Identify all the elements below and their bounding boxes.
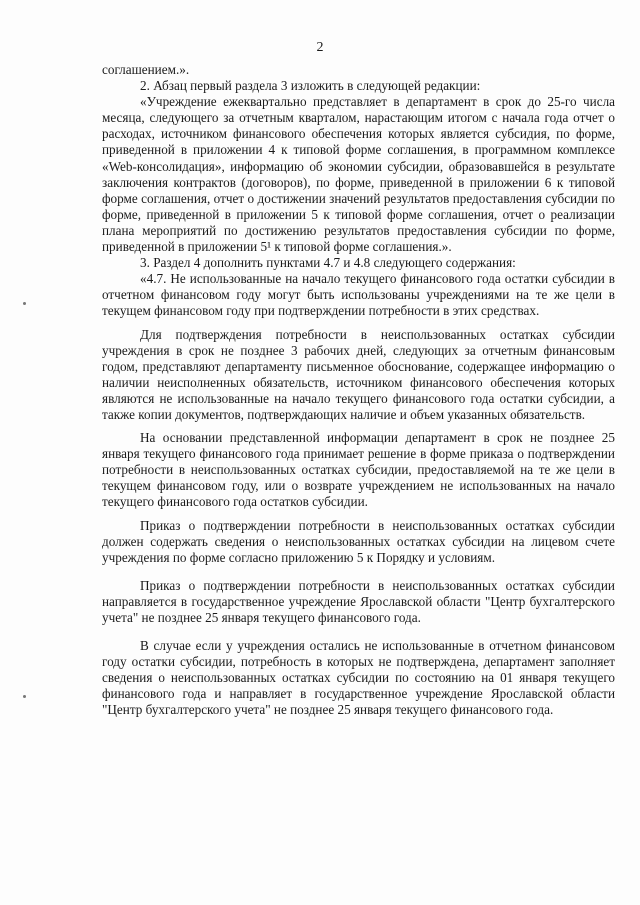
paragraph-item-2: 2. Абзац первый раздела 3 изложить в следующей редакции: <box>140 78 481 94</box>
scan-speck <box>23 695 26 698</box>
page-number: 2 <box>316 40 324 55</box>
document-body <box>102 62 615 719</box>
paragraph-continuation: соглашением.». <box>102 62 190 77</box>
scan-speck <box>23 302 26 305</box>
paragraph-item-3: 3. Раздел 4 дополнить пунктами 4.7 и 4.8 следующего содержания: <box>140 255 516 271</box>
paragraph-unconfirmed-remains: В случае если у учреждения остались не использованные в отчетном финансовом году остатки субсидии, потребность в которых не подтверждена, департамент заполняет сведения о неиспользованных остатках субсидии по состоянию на 01 января текущего финансового года и направляет в государственное учреждение Ярославской области "Центр бухгалтерского учета" не позднее 25 января текущего финансового года. <box>102 638 615 718</box>
paragraph-order-sending: Приказ о подтверждении потребности в неиспользованных остатках субсидии направляется в государственное учреждение Ярославской области "Центр бухгалтерского учета" не позднее 25 января текущего финансового года. <box>102 577 615 625</box>
paragraph-department-decision: На основании представленной информации департамент в срок не позднее 25 января текущего финансового года принимает решение в форме приказа о подтверждении потребности в неиспользованных остатках субсидии, предоставляемой на те же цели в текущем финансовом году, или о возврате учреждением не использованных на начало текущего финансового года остатков субсидии. <box>102 430 615 510</box>
paragraph-section-3-text: «Учреждение ежеквартально представляет в департамент в срок до 25-го числа месяца, следующего за отчетным кварталом, нарастающим итогом с начала года отчет о расходах, источником финансового обеспечения которых является субсидия, по форме, приведенной в приложении 4 к типовой форме соглашения, в программном комплексе «Web-консолидация», информацию об экономии субсидии, образовавшейся в результате заключения контрактов (договоров), по форме, приведенной в приложении 6 к типовой форме соглашения, отчет о достижении значений результатов предоставления субсидии по форме, приведенной в приложении 5 к типовой форме соглашения, отчет о реализации плана мероприятий по достижению результатов предоставления субсидии по форме, приведенной в приложении 5¹ к типовой форме соглашения.». <box>102 94 615 255</box>
paragraph-order-content: Приказ о подтверждении потребности в неиспользованных остатках субсидии должен содержать сведения о неиспользованных остатках субсидии на лицевом счете учреждения по форме согласно приложению 5 к Порядку и условиям. <box>102 517 615 565</box>
paragraph-confirmation-need: Для подтверждения потребности в неиспользованных остатках субсидии учреждения в срок не позднее 3 рабочих дней, следующих за отчетным финансовым годом, представляют департаменту письменное обоснование, содержащее информацию о наличии неисполненных обязательств, источником финансового обеспечения которых являются не использованные на начало текущего финансового года остатки субсидии, а также копии документов, подтверждающих наличие и объем указанных обязательств. <box>102 326 615 422</box>
paragraph-clause-4-7: «4.7. Не использованные на начало текущего финансового года остатки субсидии в отчетном финансовом году могут быть использованы учреждениями на те же цели в текущем финансовом году при подтверждении потребности в этих средствах. <box>102 271 615 319</box>
